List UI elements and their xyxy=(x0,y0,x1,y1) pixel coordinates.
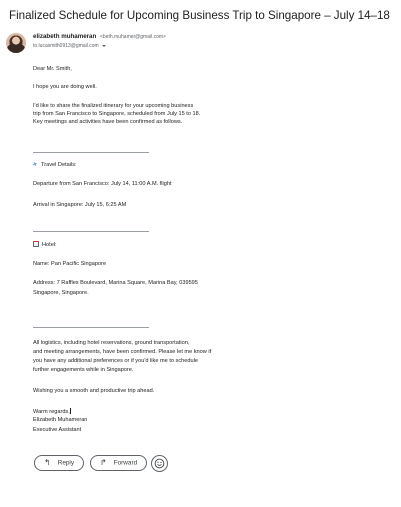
para2-line: All logistics, including hotel reservations, ground transportation, xyxy=(33,340,190,346)
forward-label: Forward xyxy=(113,459,138,467)
forward-arrow-icon: ↱ xyxy=(100,458,107,467)
sender-avatar[interactable] xyxy=(6,33,26,53)
divider xyxy=(33,152,149,153)
calendar-icon xyxy=(33,241,39,247)
signature-name: Elizabeth Muhameran xyxy=(33,417,88,423)
reply-arrow-icon: ↰ xyxy=(44,458,51,467)
divider xyxy=(33,327,149,328)
arrival-line: Arrival in Singapore: July 15, 6:25 AM xyxy=(33,202,127,208)
para2-line: and meeting arrangements, have been confirmed. Please let me know if xyxy=(33,349,212,355)
closing-line[interactable] xyxy=(33,408,71,416)
chevron-down-icon[interactable] xyxy=(102,45,106,47)
hotel-heading xyxy=(33,241,57,249)
hotel-name-line: Name: Pan Pacific Singapore xyxy=(33,261,107,267)
text-cursor xyxy=(70,408,71,414)
para1-line: Key meetings and activities have been confirmed as follows. xyxy=(33,119,183,125)
travel-heading xyxy=(33,162,77,169)
sender-email: <beth.muhamer@gmail.com> xyxy=(100,34,166,40)
para1-line: trip from San Francisco to Singapore, scheduled from July 15 to 18. xyxy=(33,111,201,117)
airplane-icon: ✈ xyxy=(31,161,39,169)
departure-line: Departure from San Francisco: July 14, 11:00 A.M. flight xyxy=(33,181,172,187)
travel-heading-text: Travel Details: xyxy=(41,162,77,168)
sender-name[interactable]: elizabeth muhameran xyxy=(33,33,97,40)
divider xyxy=(33,231,149,232)
closing-text: Warm regards, xyxy=(33,409,70,415)
reply-label: Reply xyxy=(57,459,75,467)
intro-line: I hope you are doing well. xyxy=(33,84,97,90)
para1-line: I'd like to share the finalized itinerary for your upcoming business xyxy=(33,103,194,109)
sender-line xyxy=(33,32,166,42)
greeting: Dear Mr. Smith, xyxy=(33,66,72,72)
emoji-reaction-button[interactable] xyxy=(151,455,168,472)
signature-title: Executive Assistant xyxy=(33,427,82,433)
recipient-text: to lucasmith0913@gmail.com xyxy=(33,43,99,49)
hotel-address-line: Address: 7 Raffles Boulevard, Marina Square, Marina Bay, 039595 xyxy=(33,280,198,286)
para2-line: you have any additional preferences or if you'd like me to schedule xyxy=(33,358,198,364)
forward-button[interactable] xyxy=(90,455,147,471)
recipient-line[interactable] xyxy=(33,42,106,50)
reply-button[interactable] xyxy=(34,455,84,471)
hotel-address-line: Singapore, Singapore. xyxy=(33,290,89,296)
hotel-heading-text: Hotel: xyxy=(42,242,57,248)
para2-line: further engagements while in Singapore. xyxy=(33,367,134,373)
email-subject: Finalized Schedule for Upcoming Business Trip to Singapore – July 14–18 xyxy=(9,9,390,22)
wish-line: Wishing you a smooth and productive trip ahead. xyxy=(33,388,155,394)
emoji-smile-icon xyxy=(154,458,165,469)
